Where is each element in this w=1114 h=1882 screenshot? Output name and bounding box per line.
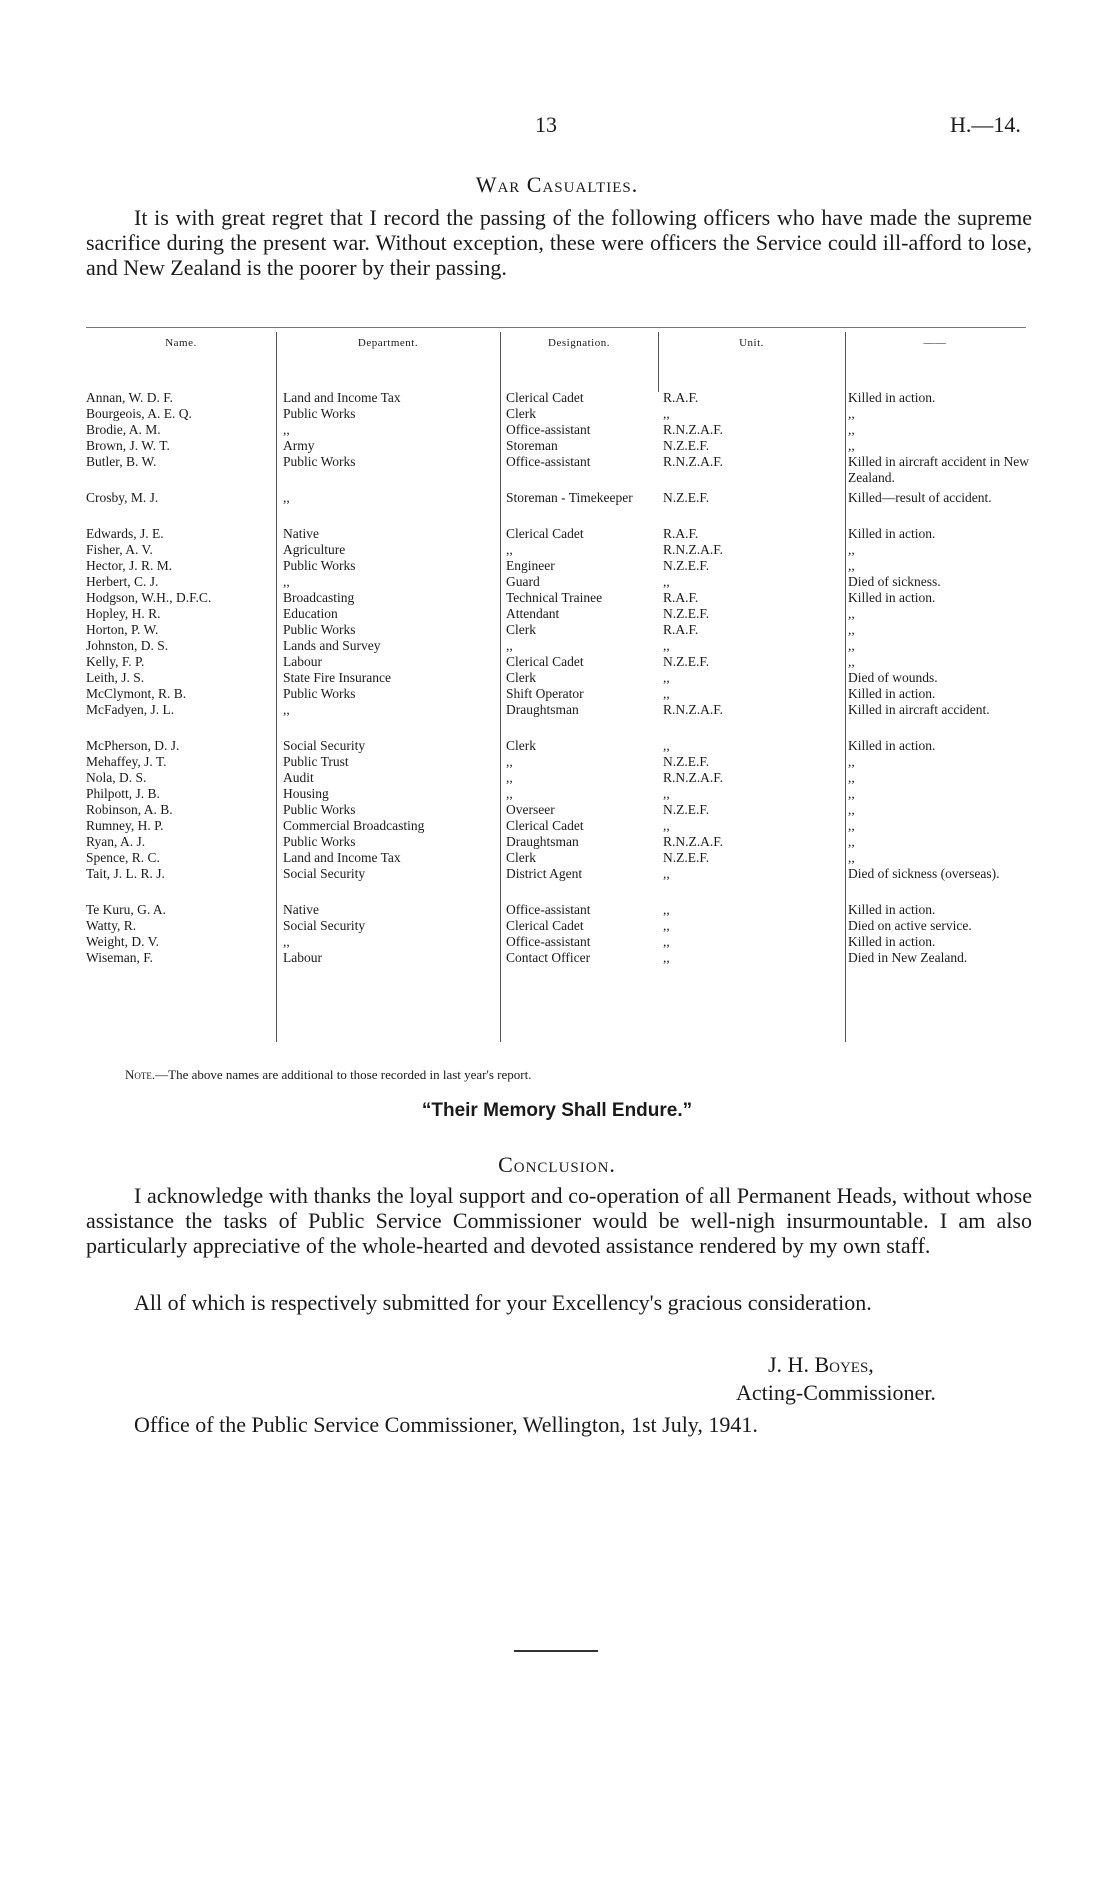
- signature-title: Acting-Commissioner.: [736, 1380, 936, 1405]
- cell-name: Spence, R. C.: [86, 850, 160, 865]
- conclusion-heading: Conclusion.: [498, 1152, 616, 1177]
- cell-remarks: Killed in action.: [848, 902, 936, 917]
- cell-unit: R.A.F.: [663, 622, 699, 637]
- cell-designation: ,,: [506, 542, 513, 557]
- column-divider: [845, 332, 846, 1042]
- cell-name: Johnston, D. S.: [86, 638, 169, 653]
- cell-designation: Draughtsman: [506, 834, 579, 849]
- cell-department: Public Works: [283, 454, 356, 469]
- cell-department: Social Security: [283, 866, 366, 881]
- cell-unit: N.Z.E.F.: [663, 802, 710, 817]
- cell-designation: ,,: [506, 786, 513, 801]
- cell-unit: R.N.Z.A.F.: [663, 834, 724, 849]
- cell-remarks: ,,: [848, 834, 855, 849]
- cell-name: Herbert, C. J.: [86, 574, 159, 589]
- cell-department: Social Security: [283, 918, 366, 933]
- cell-remarks: Killed in action.: [848, 738, 936, 753]
- cell-department: Public Works: [283, 834, 356, 849]
- cell-designation: Clerk: [506, 738, 536, 753]
- cell-designation: Office-assistant: [506, 902, 591, 917]
- cell-remarks: ,,: [848, 638, 855, 653]
- cell-remarks: ,,: [848, 770, 855, 785]
- cell-department: Public Works: [283, 802, 356, 817]
- cell-unit: R.N.Z.A.F.: [663, 422, 724, 437]
- cell-department: ,,: [283, 702, 290, 717]
- cell-unit: ,,: [663, 902, 670, 917]
- war-casualties-intro: [86, 205, 1032, 280]
- cell-designation: Draughtsman: [506, 702, 579, 717]
- cell-designation: Office-assistant: [506, 454, 591, 469]
- cell-department: ,,: [283, 574, 290, 589]
- memorial-line: “Their Memory Shall Endure.”: [421, 1100, 693, 1121]
- cell-designation: Technical Trainee: [506, 590, 603, 605]
- cell-designation: Clerk: [506, 406, 536, 421]
- cell-name: Hodgson, W.H., D.F.C.: [86, 590, 212, 605]
- cell-remarks: ,,: [848, 406, 855, 421]
- cell-name: McFadyen, J. L.: [86, 702, 175, 717]
- cell-department: Public Works: [283, 686, 356, 701]
- cell-remarks: ,,: [848, 654, 855, 669]
- cell-name: Hopley, H. R.: [86, 606, 161, 621]
- war-casualties-heading: War Casualties.: [475, 172, 639, 197]
- cell-designation: ,,: [506, 638, 513, 653]
- cell-unit: ,,: [663, 934, 670, 949]
- cell-name: Horton, P. W.: [86, 622, 159, 637]
- column-divider: [276, 332, 277, 1042]
- cell-unit: ,,: [663, 866, 670, 881]
- office-date-line: Office of the Public Service Commissioner, Wellington, 1st July, 1941.: [134, 1412, 758, 1437]
- cell-unit: R.A.F.: [663, 526, 699, 541]
- column-header-designation: Designation.: [548, 337, 610, 349]
- cell-department: Audit: [283, 770, 314, 785]
- cell-name: Annan, W. D. F.: [86, 390, 174, 405]
- cell-remarks: Killed in action.: [848, 526, 936, 541]
- cell-unit: ,,: [663, 918, 670, 933]
- cell-remarks: Killed—result of accident.: [848, 490, 992, 505]
- cell-unit: N.Z.E.F.: [663, 438, 710, 453]
- cell-designation: Clerical Cadet: [506, 526, 584, 541]
- cell-unit: R.A.F.: [663, 390, 699, 405]
- cell-designation: Contact Officer: [506, 950, 591, 965]
- note-text: —The above names are additional to those recorded in last year's report.: [155, 1067, 532, 1082]
- cell-unit: N.Z.E.F.: [663, 754, 710, 769]
- cell-name: Kelly, F. P.: [86, 654, 145, 669]
- cell-department: Education: [283, 606, 338, 621]
- column-header-unit: Unit.: [739, 337, 764, 349]
- cell-department: Labour: [283, 950, 322, 965]
- cell-name: Nola, D. S.: [86, 770, 147, 785]
- cell-designation: Clerical Cadet: [506, 654, 584, 669]
- cell-unit: R.N.Z.A.F.: [663, 542, 724, 557]
- cell-remarks: Killed in action.: [848, 590, 936, 605]
- cell-name: Hector, J. R. M.: [86, 558, 173, 573]
- cell-department: ,,: [283, 934, 290, 949]
- closing-rule: [514, 1650, 598, 1652]
- cell-name: Robinson, A. B.: [86, 802, 173, 817]
- cell-remarks: ,,: [848, 422, 855, 437]
- cell-designation: Clerk: [506, 622, 536, 637]
- cell-unit: ,,: [663, 686, 670, 701]
- cell-name: Tait, J. L. R. J.: [86, 866, 165, 881]
- column-header-name: Name.: [165, 337, 197, 349]
- cell-remarks: Killed in aircraft accident.: [848, 702, 990, 717]
- cell-designation: District Agent: [506, 866, 583, 881]
- cell-remarks: Died of sickness (overseas).: [848, 866, 1000, 881]
- cell-name: Bourgeois, A. E. Q.: [86, 406, 192, 421]
- conclusion-paragraph-1: [86, 1183, 1032, 1258]
- cell-unit: R.N.Z.A.F.: [663, 770, 724, 785]
- cell-department: State Fire Insurance: [283, 670, 391, 685]
- cell-designation: Shift Operator: [506, 686, 584, 701]
- cell-remarks: ,,: [848, 558, 855, 573]
- document-reference: H.—14.: [950, 112, 1021, 137]
- cell-designation: Guard: [506, 574, 540, 589]
- conclusion-paragraph-2: [86, 1290, 1032, 1315]
- intro-text: It is with great regret that I record the passing of the following officers who have made the supreme sacrifice during the present war. Without exception, these were officers the Service could ill-afford to lose, and New Zealand is the poorer by their passing.: [86, 205, 1032, 280]
- signature-surname: Boyes,: [814, 1352, 874, 1377]
- cell-name: Leith, J. S.: [86, 670, 145, 685]
- cell-unit: R.A.F.: [663, 590, 699, 605]
- cell-designation: Clerical Cadet: [506, 390, 584, 405]
- cell-unit: N.Z.E.F.: [663, 606, 710, 621]
- cell-unit: ,,: [663, 574, 670, 589]
- cell-unit: N.Z.E.F.: [663, 490, 710, 505]
- cell-department: ,,: [283, 490, 290, 505]
- cell-designation: Storeman - Timekeeper: [506, 490, 633, 505]
- cell-remarks: ,,: [848, 542, 855, 557]
- cell-unit: N.Z.E.F.: [663, 654, 710, 669]
- cell-name: Te Kuru, G. A.: [86, 902, 167, 917]
- cell-unit: ,,: [663, 638, 670, 653]
- cell-name: Watty, R.: [86, 918, 137, 933]
- cell-remarks: ,,: [848, 606, 855, 621]
- cell-name: Brown, J. W. T.: [86, 438, 170, 453]
- cell-unit: ,,: [663, 950, 670, 965]
- cell-designation: Storeman: [506, 438, 558, 453]
- cell-unit: R.N.Z.A.F.: [663, 702, 724, 717]
- note-label: Note.: [125, 1067, 156, 1082]
- cell-department: Commercial Broadcasting: [283, 818, 425, 833]
- cell-department: Public Trust: [283, 754, 349, 769]
- cell-unit: R.N.Z.A.F.: [663, 454, 724, 469]
- cell-department: Agriculture: [283, 542, 346, 557]
- cell-name: Philpott, J. B.: [86, 786, 160, 801]
- cell-department: Lands and Survey: [283, 638, 381, 653]
- cell-designation: Clerk: [506, 670, 536, 685]
- column-header-remarks: ——: [923, 337, 947, 349]
- cell-name: McClymont, R. B.: [86, 686, 187, 701]
- cell-unit: ,,: [663, 786, 670, 801]
- cell-remarks: Killed in action.: [848, 934, 936, 949]
- cell-remarks: ,,: [848, 818, 855, 833]
- cell-unit: ,,: [663, 738, 670, 753]
- cell-designation: Office-assistant: [506, 934, 591, 949]
- cell-department: Land and Income Tax: [283, 850, 401, 865]
- cell-remarks: ,,: [848, 754, 855, 769]
- cell-designation: Clerical Cadet: [506, 818, 584, 833]
- cell-remarks: Killed in action.: [848, 390, 936, 405]
- cell-unit: ,,: [663, 406, 670, 421]
- cell-name: Wiseman, F.: [86, 950, 153, 965]
- cell-designation: ,,: [506, 754, 513, 769]
- cell-name: Crosby, M. J.: [86, 490, 159, 505]
- column-divider: [500, 332, 501, 1042]
- cell-remarks: Died of wounds.: [848, 670, 938, 685]
- cell-remarks: Died in New Zealand.: [848, 950, 968, 965]
- cell-remarks: ,,: [848, 438, 855, 453]
- signature-initials: J. H.: [768, 1352, 809, 1377]
- cell-remarks: ,,: [848, 622, 855, 637]
- page-number: 13: [535, 112, 557, 137]
- cell-unit: ,,: [663, 818, 670, 833]
- cell-unit: ,,: [663, 670, 670, 685]
- cell-name: Butler, B. W.: [86, 454, 157, 469]
- cell-department: Native: [283, 526, 319, 541]
- cell-remarks: Died of sickness.: [848, 574, 941, 589]
- cell-remarks: ,,: [848, 850, 855, 865]
- conclusion-text-1: I acknowledge with thanks the loyal support and co-operation of all Permanent Heads, without whose assistance the tasks of Public Service Commissioner would be well-nigh insurmountable. I am also particularly appreciative of the whole-hearted and devoted assistance rendered by my own staff.: [86, 1183, 1032, 1258]
- cell-remarks: ,,: [848, 802, 855, 817]
- cell-designation: Clerk: [506, 850, 536, 865]
- cell-department: Public Works: [283, 406, 356, 421]
- cell-remarks: Killed in action.: [848, 686, 936, 701]
- cell-department: Native: [283, 902, 319, 917]
- cell-department: Social Security: [283, 738, 366, 753]
- conclusion-text-2: All of which is respectively submitted for your Excellency's gracious consideration.: [134, 1290, 872, 1315]
- cell-name: McPherson, D. J.: [86, 738, 180, 753]
- cell-designation: Clerical Cadet: [506, 918, 584, 933]
- cell-unit: N.Z.E.F.: [663, 850, 710, 865]
- cell-department: Labour: [283, 654, 322, 669]
- table-note: [125, 1067, 531, 1083]
- table-top-rule: [86, 327, 1026, 328]
- cell-name: Brodie, A. M.: [86, 422, 161, 437]
- cell-name: Ryan, A. J.: [86, 834, 146, 849]
- cell-department: Housing: [283, 786, 329, 801]
- cell-designation: ,,: [506, 770, 513, 785]
- cell-remarks: Died on active service.: [848, 918, 972, 933]
- cell-remarks: ,,: [848, 786, 855, 801]
- column-header-department: Department.: [357, 337, 419, 349]
- signature-name: [768, 1352, 874, 1378]
- cell-department: Army: [283, 438, 315, 453]
- cell-designation: Attendant: [506, 606, 560, 621]
- cell-department: Broadcasting: [283, 590, 355, 605]
- cell-designation: Engineer: [506, 558, 555, 573]
- cell-remarks: Killed in aircraft accident in New Zealand.: [848, 454, 1030, 485]
- cell-name: Edwards, J. E.: [86, 526, 164, 541]
- cell-name: Fisher, A. V.: [86, 542, 153, 557]
- cell-department: Public Works: [283, 622, 356, 637]
- cell-name: Weight, D. V.: [86, 934, 160, 949]
- cell-unit: N.Z.E.F.: [663, 558, 710, 573]
- cell-department: Land and Income Tax: [283, 390, 401, 405]
- cell-name: Rumney, H. P.: [86, 818, 164, 833]
- cell-name: Mehaffey, J. T.: [86, 754, 167, 769]
- cell-department: Public Works: [283, 558, 356, 573]
- cell-department: ,,: [283, 422, 290, 437]
- cell-designation: Office-assistant: [506, 422, 591, 437]
- cell-designation: Overseer: [506, 802, 555, 817]
